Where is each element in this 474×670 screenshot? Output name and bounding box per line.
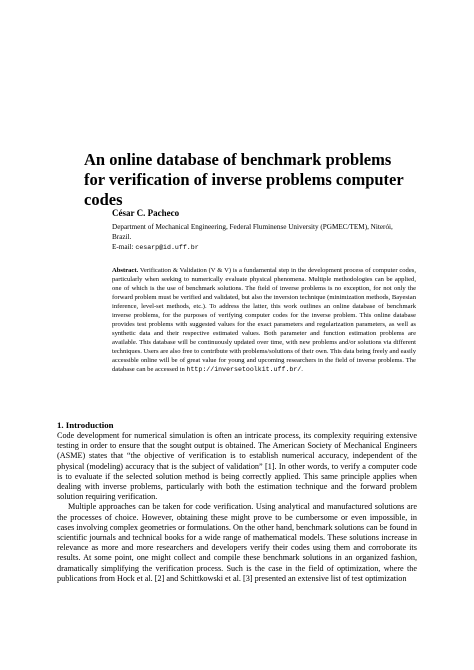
author-affiliation: Department of Mechanical Engineering, Federal Fluminense University (PGMEC/TEM), Niterói, Brazil. — [112, 223, 393, 241]
paragraph: Multiple approaches can be taken for code verification. Using analytical and manufactured solutions are the processes of choice. However, obtaining these might prove to be cumbersome or even impossible, in cases involving complex geometries or formulations. On the other hand, benchmark solutions can be found in scientific journals and technical books for a wide range of mathematical models. These solutions increase in relevance as more and more researchers and developers verify their codes using them and corroborate its results. At some point, one might collect and compile these benchmark solutions in an organized fashion, dramatically simplifying the verification process. Such is the case in the field of optimization, where the publications from Hock et al. [2] and Schittkowski et al. [3] presented an extensive list of test optimization — [57, 502, 417, 583]
paper-title: An online database of benchmark problems for verification of inverse problems computer codes — [84, 150, 404, 209]
author-email-line — [112, 243, 199, 251]
abstract — [112, 266, 416, 374]
email-label: E-mail: — [112, 243, 134, 251]
email-address[interactable]: cesarp@id.uff.br — [135, 244, 199, 251]
abstract-text: Verification & Validation (V & V) is a fundamental step in the development process of computer codes, particularly when seeking to numerically evaluate physical phenomena. Multiple methodologies can be applied, one of which is the use of benchmark solutions. The field of inverse problems is no exception, for not only the forward problem must be verified and validated, but also the inversion technique (minimization methods, Bayesian inference, level-set methods, etc.). To address the latter, this work outlines an online database of benchmark inverse problems, for the purposes of verifying computer codes for the inverse problem. This online database provides test problems with suggested values for the exact parameters and regularization parameters, as well as synthetic data and their respective estimated values. Both parameter and function estimation problems are available. This database will be continuously updated over time, with new problems and/or solutions via different techniques. Users are also free to contribute with problems/solutions of their own. This data being freely and easily accessible online will be of great value for young and upcoming researchers in the field of inverse problems. The database can be accessed in — [112, 267, 416, 373]
introduction-body — [57, 431, 417, 584]
section-heading-introduction: 1. Introduction — [57, 420, 114, 430]
paragraph: Code development for numerical simulation is often an intricate process, its complexity requiring extensive testing in order to ensure that the sought output is obtained. The American Society of Mechanical Engineers (ASME) states that “the objective of verification is to establish numerical accuracy, independent of the physical (modeling) accuracy that is the subject of validation” [1]. In other words, to verify a computer code is to evaluate if the selected solution method is being correctly applied. This same principle applies when dealing with inverse problems, particularly with both the estimation technique and the forward problem solution requiring verification. — [57, 431, 417, 502]
abstract-end: . — [301, 366, 303, 373]
database-url-link[interactable]: http://inversetoolkit.uff.br/ — [186, 366, 302, 373]
author-name: César C. Pacheco — [112, 208, 180, 218]
abstract-label: Abstract. — [112, 267, 139, 274]
